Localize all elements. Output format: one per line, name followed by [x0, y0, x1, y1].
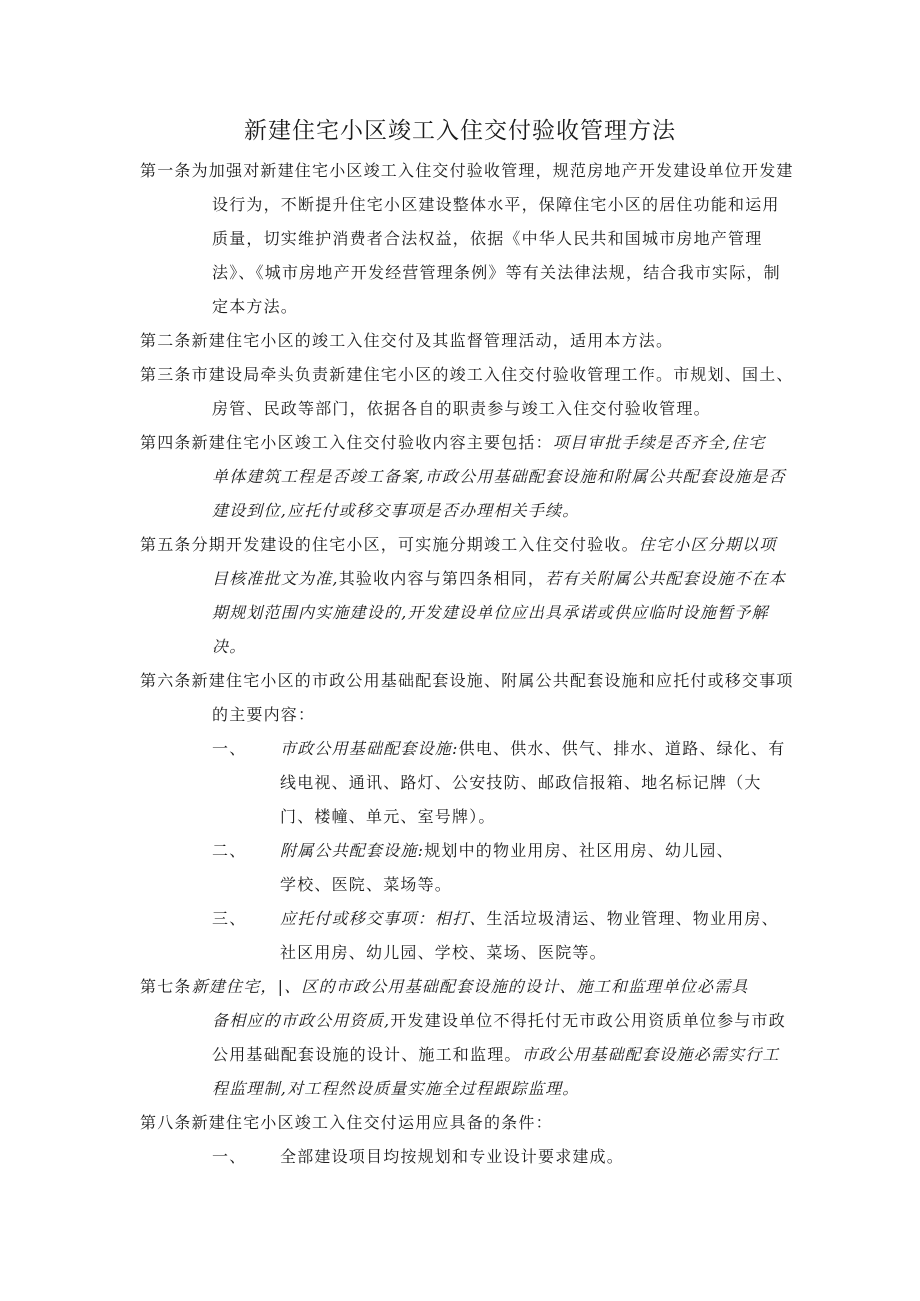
- article-4: [140, 426, 790, 528]
- article-4-intro-italic: 项目审批手续是否齐全,住宅: [552, 433, 766, 452]
- article-7-head: 第七条: [140, 977, 192, 996]
- item-label: 应托付或移交事项：相打、: [280, 909, 487, 928]
- article-7-part-c: 市政公用基础配套设施必需实行工程监理制,对工程然设质量实施全过程跟踪监理。: [212, 1045, 780, 1098]
- article-3-first-line: 第三条市建设局牵头负责新建住宅小区的竣工入住交付验收管理工作。市规划、国土、: [140, 365, 794, 384]
- article-5-part-c: 若有关附属公共配套设施不在本期规划范围内实施建设的,开发建设单位应出具承诺或供应临时设施暂予解决。: [212, 569, 786, 656]
- article-1: [140, 154, 794, 324]
- article-4-continuation: 单体建筑工程是否竣工备案,市政公用基础配套设施和附属公共配套设施是否建设到位,应托付或移交事项是否办理相关手续。: [212, 467, 786, 520]
- article-7-part-b: 开发建设单位不得托付无市政公用资质单位参与市政公用基础配套设施的设计、施工和监理。: [212, 1011, 786, 1064]
- article-3: [140, 358, 794, 426]
- article-6-continuation: 的主要内容：: [212, 705, 316, 724]
- item-text: [280, 732, 790, 834]
- article-8-first-line: 第八条新建住宅小区竣工入住交付运用应具备的条件：: [140, 1113, 553, 1132]
- item-text: [280, 834, 750, 902]
- item-number: 二、: [212, 841, 247, 860]
- article-2-first-line: 第二条新建住宅小区的竣工入住交付及其监督管理活动，适用本方法。: [140, 331, 674, 350]
- article-5-intro: 第五条分期开发建设的住宅小区，可实施分期竣工入住交付验收。: [140, 535, 639, 554]
- article-8: [140, 1106, 790, 1140]
- article-5-first-line: [140, 528, 790, 562]
- item-label: 市政公用基础配套设施:: [280, 739, 459, 758]
- document-body: [140, 154, 794, 1174]
- article-5-part-b: 其验收内容与第四条相同，: [338, 569, 546, 588]
- item-text: 全部建设项目均按规划和专业设计要求建成。: [280, 1147, 625, 1166]
- item-number: 三、: [212, 909, 247, 928]
- article-6-first-line: 第六条新建住宅小区的市政公用基础配套设施、附属公共配套设施和应托付或移交事项: [140, 671, 794, 690]
- article-1-first-line: 第一条为加强对新建住宅小区竣工入住交付验收管理，规范房地产开发建设单位开发建: [140, 161, 794, 180]
- article-7-line1: 新建住宅，|、区的市政公用基础配套设施的设计、施工和监理单位必需具: [191, 977, 749, 996]
- article-7-part-a: 备相应的市政公用资质,: [212, 1011, 391, 1030]
- article-1-continuation: 设行为，不断提升住宅小区建设整体水平，保障住宅小区的居住功能和运用质量，切实维护消费者合法权益，依据《中华人民共和国城市房地产管理法》、《城市房地产开发经营管理条例》等有关法律法规，结合我市实际，制定本方法。: [212, 195, 781, 316]
- article-3-continuation: 房管、民政等部门，依据各自的职责参与竣工入住交付验收管理。: [212, 399, 711, 418]
- article-5: [140, 528, 790, 664]
- article-5-part-a: 目核准批文为准,: [212, 569, 339, 588]
- article-6-item-3: [140, 902, 790, 970]
- article-5-continuation: [140, 562, 790, 664]
- article-7: [140, 970, 790, 1106]
- item-body: 规划中的物业用房、社区用房、幼儿园、学校、医院、菜场等。: [280, 841, 734, 894]
- item-body: 供电、供水、供气、排水、道路、绿化、有线电视、通讯、路灯、公安技防、邮政信报箱、地名标记牌（大门、楼幢、单元、室号牌）。: [280, 739, 786, 826]
- item-text: [280, 902, 790, 970]
- document-title: 新建住宅小区竣工入住交付验收管理方法: [244, 118, 676, 144]
- article-2: [140, 324, 790, 358]
- item-number: 一、: [212, 1147, 247, 1166]
- article-6: [140, 664, 794, 732]
- item-body: 生活垃圾清运、物业管理、物业用房、社区用房、幼儿园、学校、菜场、医院等。: [280, 909, 779, 962]
- article-6-item-1: [140, 732, 790, 834]
- item-number: 一、: [212, 739, 247, 758]
- article-5-intro-italic: 住宅小区分期以项: [638, 535, 777, 554]
- article-7-continuation: [140, 1004, 790, 1106]
- article-4-first-line: [140, 426, 790, 460]
- item-label: 附属公共配套设施:: [280, 841, 425, 860]
- article-8-item-1: [140, 1140, 790, 1174]
- article-6-item-2: [140, 834, 790, 902]
- article-7-first-line: [140, 970, 790, 1004]
- article-4-intro: 第四条新建住宅小区竣工入住交付验收内容主要包括：: [140, 433, 553, 452]
